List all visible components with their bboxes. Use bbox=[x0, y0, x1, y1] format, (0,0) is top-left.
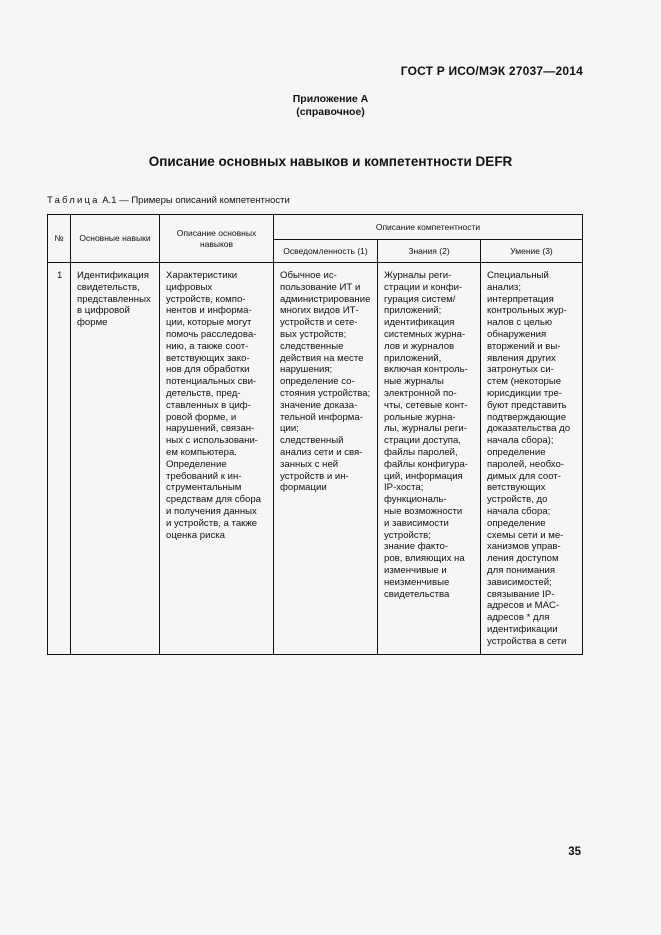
row-skill: Идентификация свидетельств, представленных в цифровой форме bbox=[71, 263, 160, 655]
row-awareness: Обычное ис- пользование ИТ и администрирование многих видов ИТ- устройств и сете- вых устройств; следственные действия на месте нарушения; определение со- стояния устройства; значение доказа- тельной информа- ции; следственный анализ сети и свя- занных с ней устройств и ин- формации bbox=[274, 263, 378, 655]
appendix-title: Приложение А bbox=[292, 93, 369, 105]
document-standard-header: ГОСТ Р ИСО/МЭК 27037—2014 bbox=[400, 64, 583, 78]
document-title: Описание основных навыков и компетентности DEFR bbox=[148, 154, 513, 169]
table-row bbox=[48, 263, 583, 655]
header-competence: Описание компетентности bbox=[274, 215, 583, 240]
table-caption-text: — Примеры описаний компетентности bbox=[116, 195, 290, 206]
competence-table bbox=[47, 214, 583, 655]
header-skills-description: Описание основных навыков bbox=[160, 215, 274, 263]
row-knowledge: Журналы реги- страции и конфи- гурация систем/ приложений; идентификация системных журна- лов и журналов приложений, включая контроль- ные журналы электронной по- чты, сетевые конт- рольные журна- лы, журналы реги- страции доступа, файлы паролей, файлы конфигура- ций, информация IP-хоста; функциональ- ные возможности и зависимости устройств; знание факто- ров, влияющих на изменчивые и неизменчивые свидетельства bbox=[378, 263, 481, 655]
row-ability: Специальный анализ; интерпретация контрольных жур- налов с целью обнаружения вторжений и вы- явления других затронутых си- стем (некоторые юрисдикции тре- буют представить подтверждающие доказательства до начала сбора); определение паролей, необхо- димых для соот- ветствующих устройств, до начала сбора; определение схемы сети и ме- ханизмов управ- ления доступом для понимания зависимостей; связывание IP- адресов и MAC- адресов * для идентификации устройства в сети bbox=[481, 263, 583, 655]
header-number: № bbox=[48, 215, 71, 263]
table-caption-prefix: Таблица bbox=[47, 195, 100, 206]
header-knowledge: Знания (2) bbox=[378, 240, 481, 263]
row-number: 1 bbox=[48, 263, 71, 655]
appendix-note: (справочное) bbox=[296, 106, 365, 118]
page-number: 35 bbox=[568, 846, 581, 858]
appendix-heading bbox=[0, 93, 661, 119]
table-caption-id: А.1 bbox=[102, 195, 117, 206]
header-skills: Основные навыки bbox=[71, 215, 160, 263]
table-caption bbox=[47, 195, 290, 206]
header-awareness: Осведомленность (1) bbox=[274, 240, 378, 263]
row-skill-description: Характеристики цифровых устройств, компо- нентов и информа- ции, которые могут помочь расследова- нию, а также соот- ветствующих зако- нов для обработки потенциальных сви- детельств, пред- ставленных в циф- ровой форме, и нарушений, связан- ных с использовани- ем компьютера. Определение требований к ин- струментальным средствам для сбора и получения данных и устройств, а также оценка риска bbox=[160, 263, 274, 655]
header-ability: Умение (3) bbox=[481, 240, 583, 263]
